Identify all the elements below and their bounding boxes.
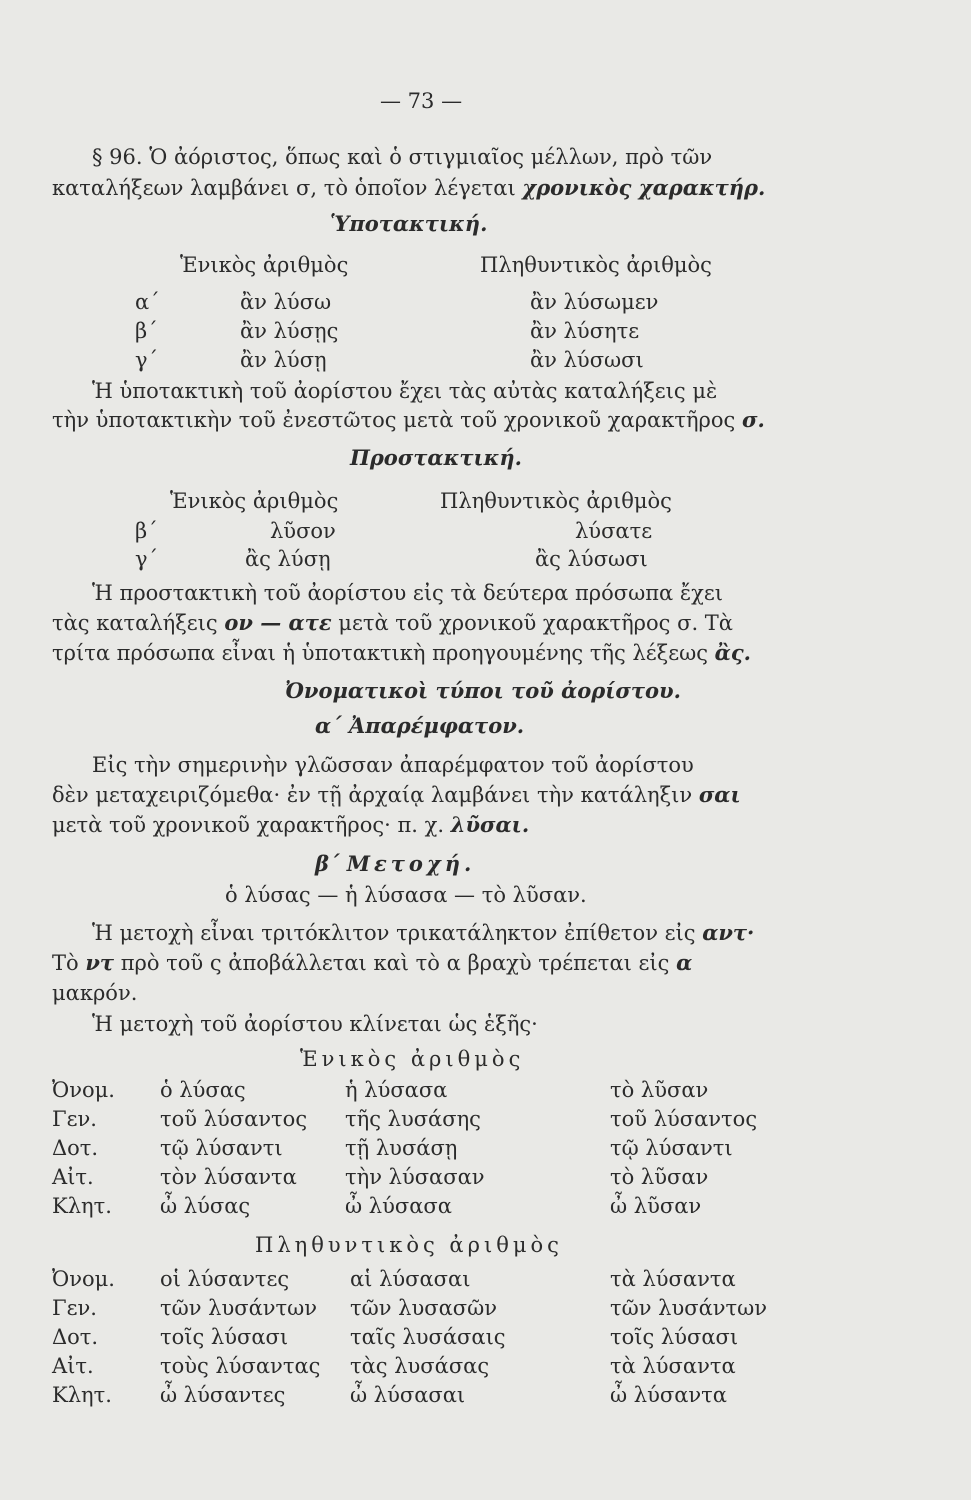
page-number: — 73 — — [380, 89, 463, 113]
text: Ἡ μετοχὴ εἶναι τριτόκλιτον τρικατάληκτον ἐπίθετον εἰς — [92, 921, 703, 945]
neuter-form: τῷ λύσαντι — [610, 1136, 733, 1160]
person-label: β΄ — [135, 519, 158, 543]
participle-note-line-1 — [92, 920, 754, 946]
emphasis: σαι — [698, 782, 741, 807]
feminine-form: τὴν λύσασαν — [345, 1165, 485, 1189]
masculine-form: τοῖς λύσασι — [160, 1325, 289, 1349]
case-label: Αἰτ. — [52, 1165, 94, 1189]
neuter-form: τὸ λῦσαν — [610, 1165, 709, 1189]
neuter-form: τοῦ λύσαντος — [610, 1107, 758, 1131]
participle-note-line-4: Ἡ μετοχὴ τοῦ ἀορίστου κλίνεται ὡς ἑξῆς· — [92, 1012, 538, 1036]
singular-form: ἂς λύσῃ — [245, 547, 331, 571]
singular-label: Ἑνικὸς ἀριθμὸς — [170, 489, 339, 513]
singular-form: ἂν λύσῃς — [240, 319, 339, 343]
masculine-form: ὦ λύσαντες — [160, 1383, 286, 1407]
feminine-form: ἡ λύσασα — [345, 1078, 448, 1102]
masculine-form: ὦ λύσας — [160, 1194, 251, 1218]
text: μετὰ τοῦ χρονικοῦ χαρακτῆρος σ. Τὰ — [331, 611, 733, 635]
feminine-form: ταῖς λυσάσαις — [350, 1325, 506, 1349]
emphasis: σ. — [741, 407, 765, 432]
case-label: Δοτ. — [52, 1136, 99, 1160]
section-heading-subjunctive: Ὑποτακτική. — [330, 211, 488, 236]
emphasis: ντ — [85, 950, 115, 975]
masculine-form: τῷ λύσαντι — [160, 1136, 283, 1160]
case-label: Κλητ. — [52, 1194, 112, 1218]
neuter-form: τοῖς λύσασι — [610, 1325, 739, 1349]
text: Μετοχή. — [346, 851, 476, 876]
plural-label: Πληθυντικὸς ἀριθμὸς — [480, 253, 712, 277]
masculine-form: τὸν λύσαντα — [160, 1165, 297, 1189]
plural-form: λύσατε — [575, 519, 653, 543]
singular-form: ἂν λύσω — [240, 290, 332, 314]
subjunctive-note-line-1: Ἡ ὑποτακτικὴ τοῦ ἀορίστου ἔχει τὰς αὐτὰς καταλήξεις μὲ — [92, 379, 718, 403]
infinitive-note-line-2 — [52, 782, 741, 808]
section-heading-imperative: Προστακτική. — [350, 445, 522, 470]
emphasis: χρονικὸς χαρακτήρ. — [522, 175, 766, 200]
neuter-form: τὸ λῦσαν — [610, 1078, 709, 1102]
paragraph-96-line-2 — [52, 175, 765, 201]
neuter-form: ὦ λῦσαν — [610, 1194, 702, 1218]
text: τὰς καταλήξεις — [52, 611, 225, 635]
masculine-form: τοὺς λύσαντας — [160, 1354, 321, 1378]
singular-form: λῦσον — [270, 519, 336, 543]
participle-note-line-3: μακρόν. — [52, 981, 138, 1005]
paragraph-96-line-1 — [92, 144, 712, 170]
plural-label: Πληθυντικὸς ἀριθμὸς — [440, 489, 672, 513]
person-label: γ΄ — [135, 547, 159, 571]
text: Τὸ — [52, 951, 86, 975]
subheading-infinitive: α΄ Ἀπαρέμφατον. — [315, 713, 525, 738]
masculine-form: ὁ λύσας — [160, 1078, 246, 1102]
declension-plural-heading: Πληθυντικὸς ἀριθμὸς — [255, 1233, 563, 1257]
declension-singular-heading: Ἑνικὸς ἀριθμὸς — [300, 1047, 525, 1071]
emphasis: ον — ατε — [224, 610, 332, 635]
feminine-form: τῆς λυσάσης — [345, 1107, 481, 1131]
neuter-form: τὰ λύσαντα — [610, 1267, 736, 1291]
case-label: Γεν. — [52, 1296, 97, 1320]
emphasis: αντ· — [702, 920, 755, 945]
text: τρίτα πρόσωπα εἶναι ἡ ὑποτακτικὴ προηγουμένης τῆς λέξεως — [52, 641, 715, 665]
case-label: Αἰτ. — [52, 1354, 94, 1378]
emphasis: α — [676, 950, 693, 975]
singular-label: Ἑνικὸς ἀριθμὸς — [180, 253, 349, 277]
text: δὲν μεταχειριζόμεθα· ἐν τῇ ἀρχαίᾳ λαμβάνει τὴν κατάληξιν — [52, 783, 699, 807]
person-label: γ΄ — [135, 348, 159, 372]
section-heading-nominal-forms: Ὀνοματικοὶ τύποι τοῦ ἀορίστου. — [285, 678, 681, 703]
plural-form: ἂν λύσητε — [530, 319, 640, 343]
singular-form: ἂν λύσῃ — [240, 348, 327, 372]
person-label: α΄ — [135, 290, 160, 314]
neuter-form: ὦ λύσαντα — [610, 1383, 727, 1407]
person-label: β΄ — [135, 319, 158, 343]
plural-form: ἂν λύσωσι — [530, 348, 644, 372]
text: § 96. Ὁ ἀόριστος, ὅπως καὶ ὁ στιγμιαῖος μέλλων, πρὸ τῶν — [92, 145, 713, 169]
text: καταλήξεων λαμβάνει σ, τὸ ὁποῖον λέγεται — [52, 176, 516, 200]
imperative-note-line-2 — [52, 610, 733, 636]
masculine-form: τοῦ λύσαντος — [160, 1107, 308, 1131]
infinitive-note-line-3 — [52, 812, 529, 838]
participle-forms: ὁ λύσας — ἡ λύσασα — τὸ λῦσαν. — [225, 883, 587, 907]
imperative-note-line-3 — [52, 640, 751, 666]
emphasis: ἂς. — [714, 640, 751, 665]
feminine-form: τὰς λυσάσας — [350, 1354, 490, 1378]
case-label: Ὀνομ. — [52, 1267, 115, 1291]
case-label: Κλητ. — [52, 1383, 112, 1407]
feminine-form: ὦ λύσασα — [345, 1194, 452, 1218]
text: πρὸ τοῦ ς ἀποβάλλεται καὶ τὸ α βραχὺ τρέπεται εἰς — [114, 951, 677, 975]
case-label: Ὀνομ. — [52, 1078, 115, 1102]
subheading-participle — [315, 851, 475, 877]
case-label: Γεν. — [52, 1107, 97, 1131]
case-label: Δοτ. — [52, 1325, 99, 1349]
feminine-form: τῶν λυσασῶν — [350, 1296, 497, 1320]
infinitive-note-line-1: Εἰς τὴν σημερινὴν γλῶσσαν ἀπαρέμφατον τοῦ ἀορίστου — [92, 753, 694, 777]
plural-form: ἂν λύσωμεν — [530, 290, 659, 314]
neuter-form: τὰ λύσαντα — [610, 1354, 736, 1378]
feminine-form: αἱ λύσασαι — [350, 1267, 471, 1291]
masculine-form: οἱ λύσαντες — [160, 1267, 290, 1291]
masculine-form: τῶν λυσάντων — [160, 1296, 318, 1320]
subjunctive-note-line-2 — [52, 407, 765, 433]
participle-note-line-2 — [52, 950, 692, 976]
text: μετὰ τοῦ χρονικοῦ χαρακτῆρος· π. χ. — [52, 813, 451, 837]
plural-form: ἂς λύσωσι — [535, 547, 648, 571]
text: τὴν ὑποτακτικὴν τοῦ ἐνεστῶτος μετὰ τοῦ χρονικοῦ χαρακτῆρος — [52, 408, 742, 432]
feminine-form: τῇ λυσάσῃ — [345, 1136, 458, 1160]
feminine-form: ὦ λύσασαι — [350, 1383, 466, 1407]
neuter-form: τῶν λυσάντων — [610, 1296, 768, 1320]
text: β΄ — [315, 851, 340, 876]
imperative-note-line-1: Ἡ προστακτικὴ τοῦ ἀορίστου εἰς τὰ δεύτερα πρόσωπα ἔχει — [92, 581, 723, 605]
emphasis: λῦσαι. — [450, 812, 530, 837]
